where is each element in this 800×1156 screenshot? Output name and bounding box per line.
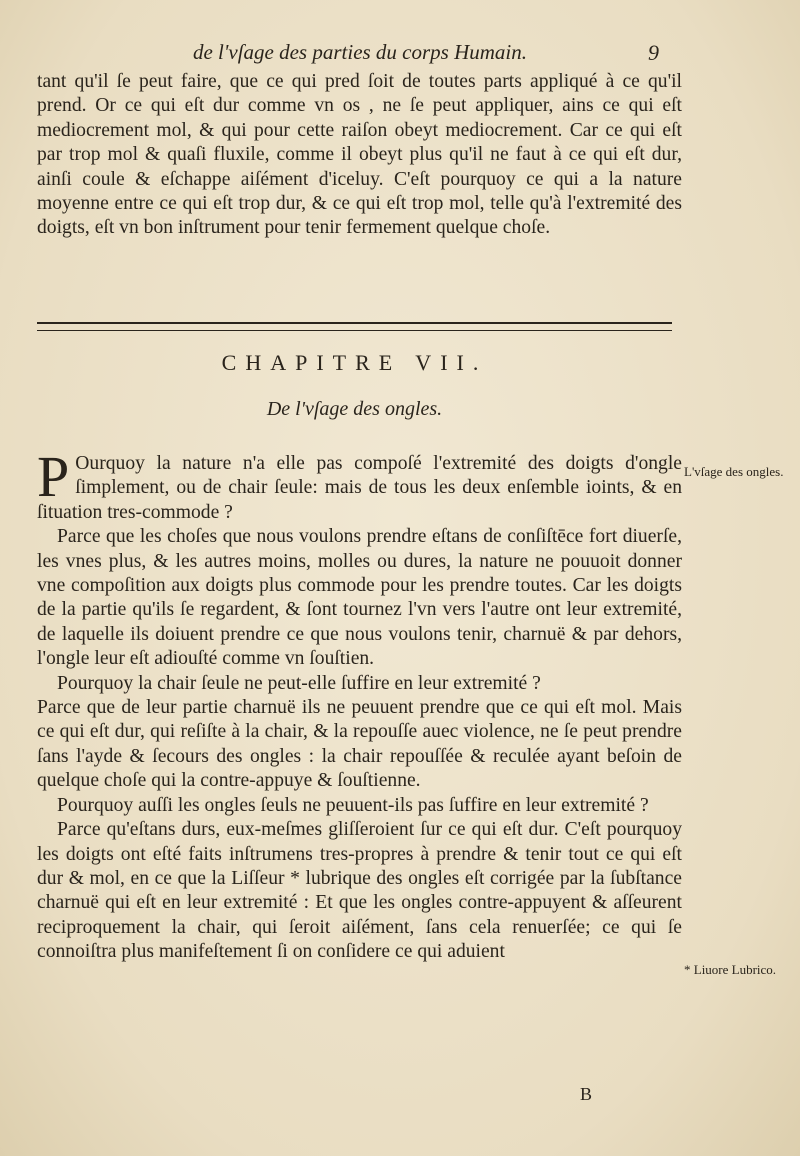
paragraph-text: Ourquoy la nature n'a elle pas compoſé l'extremité des doigts d'ongle ſimplement, ou de chair ſeule: mais de tous les deux enſemble ioints, & en ſituation tres-commode ? xyxy=(37,453,682,523)
chapter-body xyxy=(37,444,682,965)
paragraph xyxy=(37,444,682,525)
paragraph: Pourquoy la chair ſeule ne peut-elle ſuffire en leur extremité ? xyxy=(57,672,541,694)
drop-cap: P xyxy=(37,444,70,509)
paragraph: Parce que de leur partie charnuë ils ne peuuent prendre que ce qui eſt mol. Mais ce qui eſt dur, qui reſiſte à la chair, & la repouſſe auec violence, ne ſe peut prendre ſans l'ayde & ſecours des ongles : la chair repouſſée & reculée ayant beſoin de quelque choſe qui la contre-appuye & ſouſtienne. xyxy=(37,697,682,792)
paragraph: Pourquoy auſſi les ongles ſeuls ne peuuent-ils pas ſuffire en leur extremité ? xyxy=(57,794,649,816)
section-divider xyxy=(37,322,672,331)
paragraph: Parce que les choſes que nous voulons prendre eſtans de conſiſtēce fort diuerſe, les vnes plus, & les autres moins, molles ou dures, la nature ne pouuoit donner vne compoſition aux doigts plus commode pour les prendre toutes. Car les doigts de la partie qu'ils ſe regardent, & ſont tournez l'vn vers l'autre ont leur extremité, de laquelle ils doiuent prendre ce que nous voulons tenir, charnuë & par dehors, l'ongle leur eſt adiouſté comme vn ſouſtien. xyxy=(37,526,682,670)
chapter-title: CHAPITRE VII. xyxy=(221,350,488,375)
signature-mark: B xyxy=(580,1084,593,1104)
top-paragraph xyxy=(37,70,682,241)
chapter-subtitle: De l'vſage des ongles. xyxy=(266,398,443,420)
page-number: 9 xyxy=(648,40,659,65)
running-header: de l'vſage des parties du corps Humain. xyxy=(192,40,528,64)
margin-note-liuore: * Liuore Lubrico. xyxy=(684,962,777,977)
margin-note-usage: L'vſage des ongles. xyxy=(684,464,784,479)
paragraph: Parce qu'eſtans durs, eux-meſmes gliſſeroient ſur ce qui eſt dur. C'eſt pourquoy les doigts ont eſté faits inſtrumens tres-propres à prendre & tenir tout ce qui eſt dur & mol, en ce que la Liſſeur * lubrique des ongles eſt corrigée par la ſubſtance charnuë qui eſt en leur extremité : Et que les ongles contre-appuyent & aſſeurent reciproquement la chair, qui ſeroit aiſément, ſans cela renuerſée; ce qui ſe connoiſtra plus manifeſtement ſi on conſidere ce qui aduient xyxy=(37,819,682,963)
paragraph-text: tant qu'il ſe peut faire, que ce qui pred ſoit de toutes parts appliqué à ce qu'il prend. Or ce qui eſt dur comme vn os , ne ſe peut appliquer, ains ce qui eſt mediocrement mol, & qui pour cette raiſon obeyt mediocrement. Car ce qui eſt par trop mol & quaſi fluxile, comme il obeyt plus qu'il ne faut à ce qui eſt dur, ainſi coule & eſchappe aiſément d'iceluy. C'eſt pourquoy ce qui a la nature moyenne entre ce qui eſt trop dur, & ce qui eſt trop mol, telle qu'à l'extremité des doigts, eſt vn bon inſtrument pour tenir fermement quelque choſe. xyxy=(37,71,682,239)
